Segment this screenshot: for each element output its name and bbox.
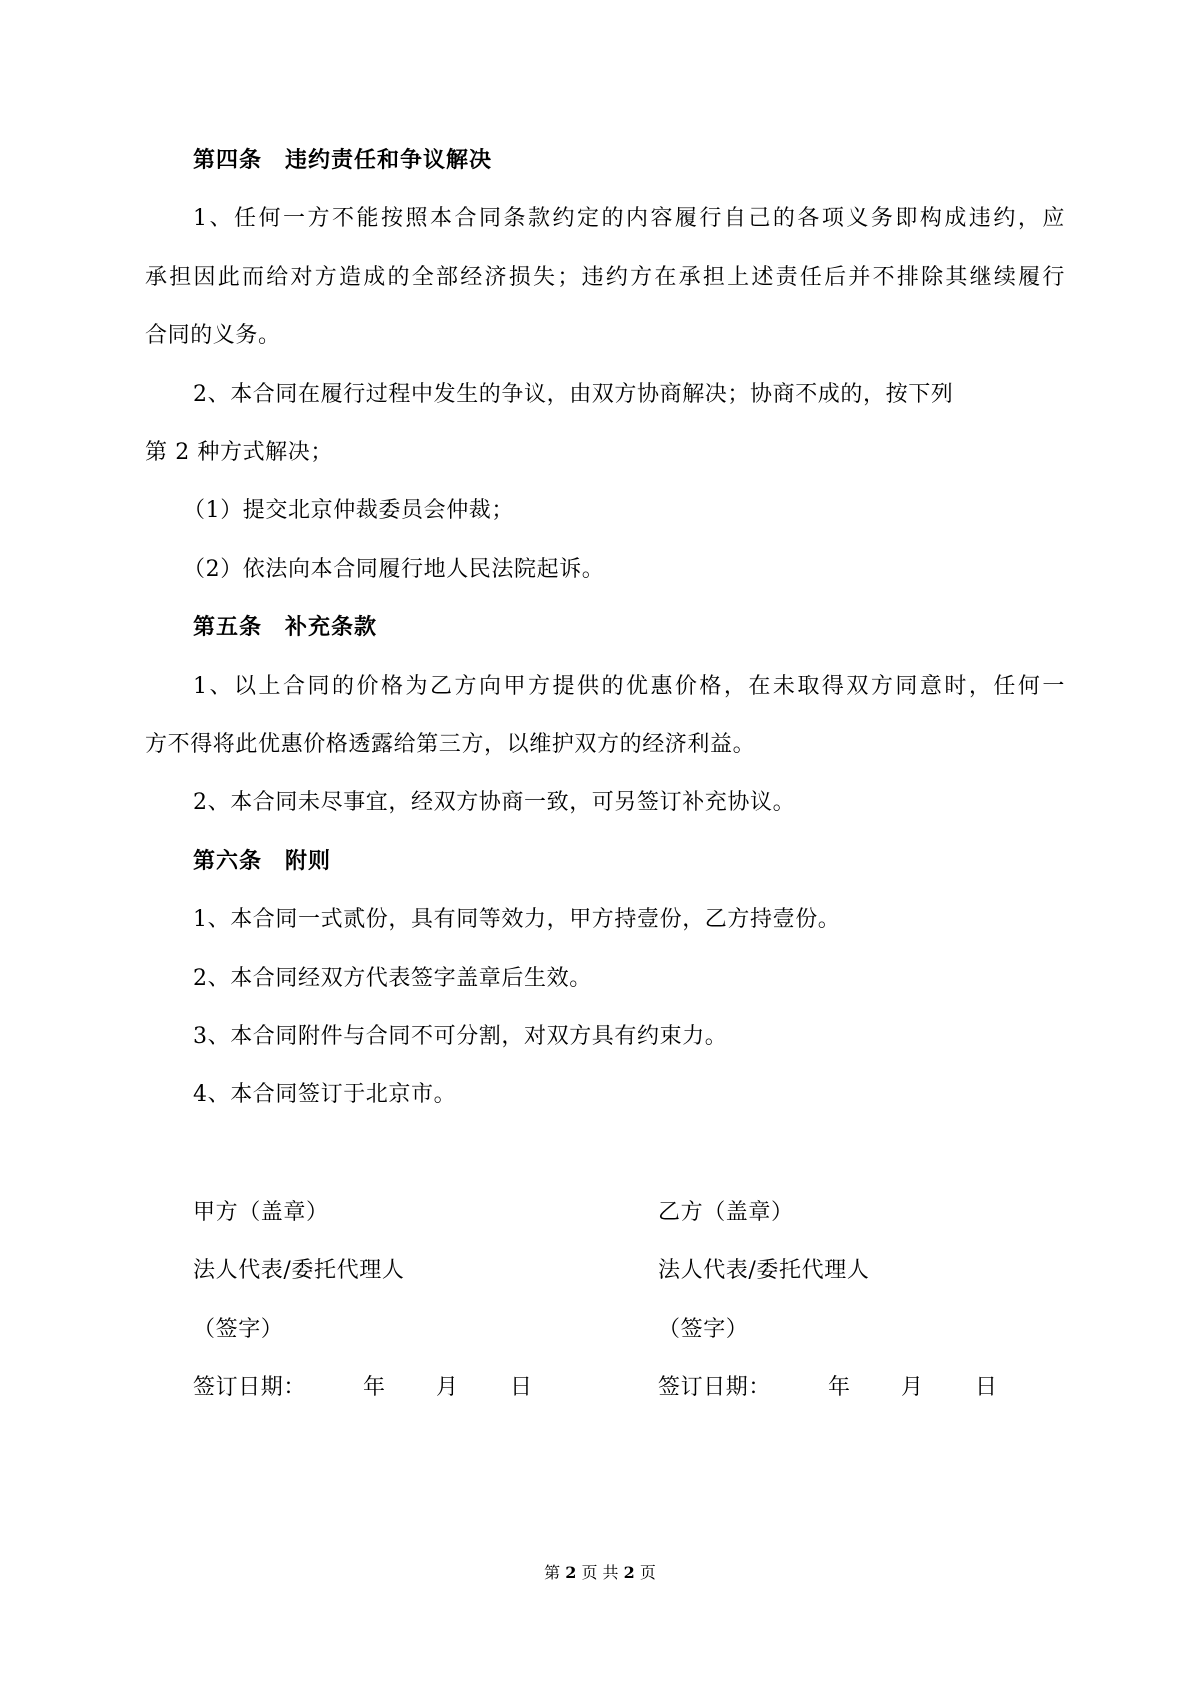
article5-p2: 2、本合同未尽事宜，经双方协商一致，可另签订补充协议。 [193,790,796,815]
party-a-date-label: 签订日期： [193,1375,307,1400]
party-b-year: 年 [828,1375,851,1400]
article4-p2-line1: 2、本合同在履行过程中发生的争议，由双方协商解决；协商不成的，按下列 [193,382,954,407]
article6-item-1: 1、本合同一式贰份，具有同等效力，甲方持壹份，乙方持壹份。 [193,907,841,932]
party-b-seal: 乙方（盖章） [658,1200,794,1225]
article4-option-2: （2）依法向本合同履行地人民法院起诉。 [183,557,605,582]
article4-title: 第四条 违约责任和争议解决 [193,148,493,173]
article6-item-3: 3、本合同附件与合同不可分割，对双方具有约束力。 [193,1024,728,1049]
article6-item-4: 4、本合同签订于北京市。 [193,1082,457,1107]
party-b-day: 日 [975,1375,998,1400]
party-b-date-label: 签订日期： [658,1375,772,1400]
article5-title: 第五条 补充条款 [193,615,378,640]
page-number-prefix: 第 [544,1563,561,1582]
article4-p1-line1: 1、任何一方不能按照本合同条款约定的内容履行自己的各项义务即构成违约，应 [193,206,1065,231]
party-a-rep: 法人代表/委托代理人 [193,1258,405,1283]
party-a-day: 日 [510,1375,533,1400]
article4-p1-line3: 合同的义务。 [145,323,281,348]
article5-p1-line1: 1、以上合同的价格为乙方向甲方提供的优惠价格，在未取得双方同意时，任何一 [193,674,1065,699]
party-a-month: 月 [436,1375,459,1400]
party-b-month: 月 [901,1375,924,1400]
party-b-sign: （签字） [658,1317,749,1342]
page-number-middle: 页 共 [581,1563,619,1582]
page-number-current: 2 [565,1563,577,1582]
article4-option-1: （1）提交北京仲裁委员会仲裁； [183,498,514,523]
article6-item-2: 2、本合同经双方代表签字盖章后生效。 [193,966,592,991]
party-b-rep: 法人代表/委托代理人 [658,1258,870,1283]
party-a-sign: （签字） [193,1317,284,1342]
article6-title: 第六条 附则 [193,849,332,874]
article5-p1-line2: 方不得将此优惠价格透露给第三方，以维护双方的经济利益。 [145,732,756,757]
article4-p1-line2: 承担因此而给对方造成的全部经济损失；违约方在承担上述责任后并不排除其继续履行 [145,265,1065,290]
party-a-seal: 甲方（盖章） [193,1200,329,1225]
page-number-total: 2 [623,1563,635,1582]
page-number [0,1562,1200,1584]
party-a-year: 年 [363,1375,386,1400]
page-number-suffix: 页 [639,1563,656,1582]
article4-p2-line2: 第 2 种方式解决； [145,440,333,465]
